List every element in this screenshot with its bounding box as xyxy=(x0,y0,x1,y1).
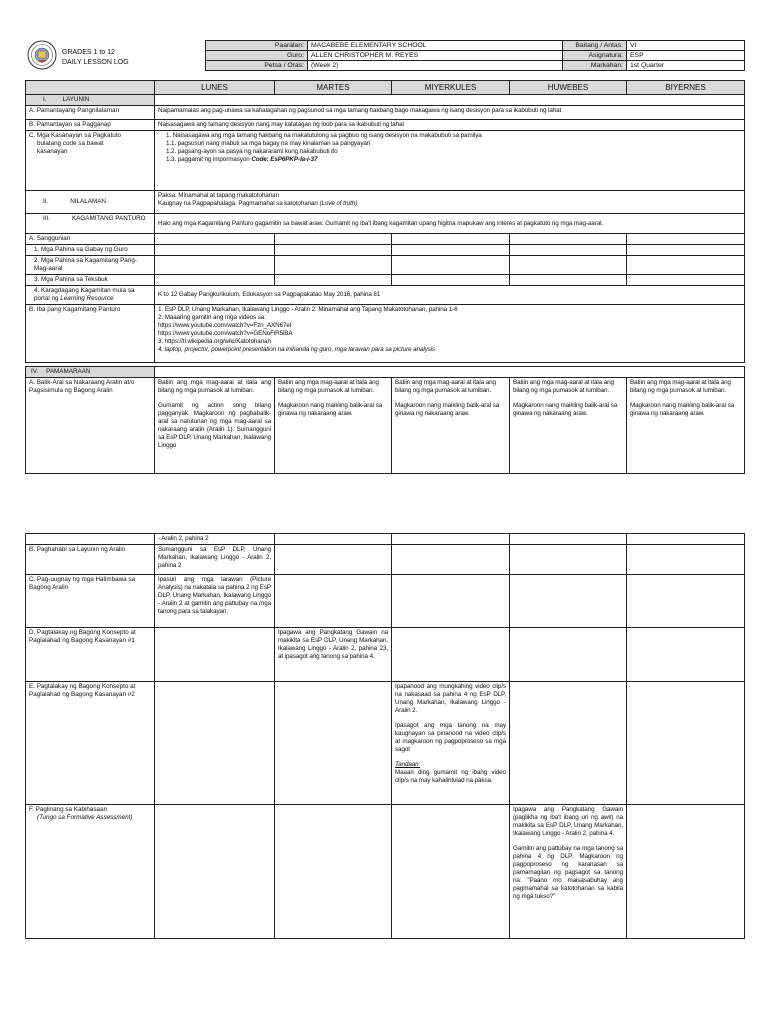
header-info-table xyxy=(205,40,745,71)
grade-label: Baitang / Antas: xyxy=(563,41,627,51)
text-learning-resource: K to 12 Gabay Pangkurikulum, Edukasyon sa Pagpapakatao May 2016, pahina 81 xyxy=(155,286,745,305)
cell-lunes-pag-uugnay: Ipasuri ang mga larawan (Picture Analysis) na nakatala sa pahina 2 ng EsP DLP, Unang Markahan, Ikalawang Linggo - Aralin 2 at gamitin ang pattubay na mga tanong para sa talakayan. xyxy=(155,575,275,628)
teacher-value: ALLEN CHRISTOPHER M. REYES xyxy=(308,51,563,61)
text-pamantayan-pagganap: Naisasagawa ang tamang desisyon nang may katatagan ng loob para sa ikabubuti ng lahat xyxy=(155,120,745,131)
subject-value: ESP xyxy=(627,51,745,61)
label-paghahabi: B. Paghahabi sa Layunin ng Aralin xyxy=(26,545,155,575)
cell-lunes-cont: - Aralin 2, pahina 2 xyxy=(155,534,275,545)
wiki-link[interactable]: 3. https://tl.wikipedia.org/wiki/Katotohanan xyxy=(158,338,271,345)
video-link-2[interactable]: https://www.youtube.com/watch?v=GENoFiR5iBA xyxy=(158,330,293,337)
day-biyernes: BIYERNES xyxy=(627,81,745,95)
day-huwebes: HUWEBES xyxy=(510,81,627,95)
cell-miyerkules-konsepto-2: Ipapanood ang mungkahing video clip/s na nakasaad sa pahina 4 ng EsP DLP, Unang Markahan, Ikalawang Linggo - Aralin 2. Ipasagot ang mga tanong na may kaugnayan sa pinanood na video clip/s at magkaroon ng pagpoproseso sa mga sagot Tandaan: Maaari ding gumamit ng ibang video clip/s na may kahalintulad na paksa. xyxy=(392,682,510,805)
text-kagamitan: Halo ang mga Kagamitang Panturo gagamitin sa bawat araw. Gumamit ng iba't ibang kagamitan upang higitna mapukaw ang interes at pagkatuto ng mga mag-aaral. xyxy=(155,214,745,234)
deped-seal-icon xyxy=(27,40,57,70)
label-kagamitang-mag-aaral: 2. Mga Pahina sa Kagamitang Pang-Mag-aaral xyxy=(26,256,155,275)
label-gabay-guro: 1. Mga Pahina sa Gabay ng Guro xyxy=(26,245,155,256)
text-kasanayan: 1. Naisasagawa ang mga tamang hakbang na makatutulong sa pagbuo ng isang desisyon na makabubuti sa pamilya 1.1. pagsusuri nang mabuti sa mga bagay na may kinalaman sa pangyayari 1.2. pagsang-ayon sa pasya ng nakararami kung nakabubuti ito 1.3. paggamit ng impormasyon Code: EsP6PKP-Ia-i-37 xyxy=(155,131,745,191)
section-pamamaraan: IV. PAMAMARAAN xyxy=(26,367,155,378)
section-nilalaman: II. NILALAMAN xyxy=(26,191,155,214)
title-grades: GRADES 1 to 12 xyxy=(62,49,115,56)
date-value: (Week 2) xyxy=(308,61,563,71)
section-layunin: I. LAYUNIN xyxy=(26,95,155,106)
day-martes: MARTES xyxy=(275,81,392,95)
cell-huwebes-kabihasaan: Ipagawa ang Pangkatang Gawain (paglikha ng iba't ibang uri ng awit) na makikita sa EsP DLP, Unang Markahan, Ikalawang Linggo - Aralin 2, pahina 4. Gamitin ang pattubay na mga tanong sa pahina 4 ng DLP. Magkaroon ng pagpoproseso ng karanasan sa pamamagitan ng pagsagot sa tanong na: "Paano mo maisasabuhay ang pagmamahal sa katotohanan sa kabila ng mga tukso?" xyxy=(510,805,627,939)
cell-martes-balik-aral: Batiin ang mga mag-aaral at itala ang bilang ng mga pumasok at lumiban. Magkaroon nang maikling balik-aral sa ginawa ng nakaraang araw. xyxy=(275,378,392,474)
competency-code: Code: EsP6PKP-Ia-i-37 xyxy=(251,156,318,163)
label-iba-pang-kagamitan: B. Iba pang Kagamitang Panturo xyxy=(26,305,155,363)
cell-huwebes-balik-aral: Batiin ang mga mag-aaral at itala ang bilang ng mga pumasok at lumiban. Magkaroon nang maikling balik-aral sa ginawa ng nakaraang araw. xyxy=(510,378,627,474)
label-teksbuk: 3. Mga Pahina sa Teksbuk xyxy=(26,275,155,286)
label-kabihasaan: F. Paglinang sa Kabihasaan (Tungo sa Formative Assessment) xyxy=(26,805,155,939)
cell-miyerkules-balik-aral: Batiin ang mga mag-aaral at itala ang bilang ng mga pumasok at lumiban. Magkaroon nang maikling balik-aral sa ginawa ng nakaraang araw. xyxy=(392,378,510,474)
text-nilalaman: Paksa: Minamahal at tapang makatotohanan Kaugnay na Pagpapahalaga: Pagmamahal sa katotohanan (Love of truth) xyxy=(155,191,745,214)
label-pag-uugnay: C. Pag-uugnay ng mga Halimbawa sa Bagong Aralin xyxy=(26,575,155,628)
grade-value: VI xyxy=(627,41,745,51)
label-sanggunian: A. Sanggunian xyxy=(26,234,155,245)
day-lunes: LUNES xyxy=(155,81,275,95)
text-pamantayang-pangnilalaman: Naipamamalas ang pag-unawa sa kahalagahan ng pagsunod sa mga tamang hakbang bago makagawa ng isang desisyon para sa ikabubuti ng lahat xyxy=(155,106,745,120)
cell-biyernes-balik-aral: Batiin ang mga mag-aaral at itala ang bilang ng mga pumasok at lumiban. Magkaroon nang maikling balik-aral sa ginawa ng nakaraang araw. xyxy=(627,378,745,474)
section-kagamitan: III. KAGAMITANG PANTURO xyxy=(26,214,155,234)
date-label: Petsa / Oras: xyxy=(206,61,308,71)
pamamaraan-table xyxy=(25,366,745,474)
label-learning-resource: 4. Karagdagang Kagamitan mula sa portal ng Learning Resource xyxy=(26,286,155,305)
school-value: MACABEBE ELEMENTARY SCHOOL xyxy=(308,41,563,51)
title-dll: DAILY LESSON LOG xyxy=(62,59,129,66)
day-miyerkules: MIYERKULES xyxy=(392,81,510,95)
label-pamantayang-pangnilalaman: A. Pamantayang Pangnilalaman xyxy=(26,106,155,120)
quarter-value: 1st Quarter xyxy=(627,61,745,71)
cell-lunes-balik-aral: Batiin ang mga mag-aaral at itala ang bilang ng mga pumasok at lumiban. Gumamit ng action song bilang pagganyak. Magkaroon ng pagbabalik-aral sa natutunan ng mga mag-aaral sa nakaraang aralin (Aralin 1). Sumangguni sa EsP DLP, Unang Markahan, Ikalawang Linggo xyxy=(155,378,275,474)
lesson-table-page2 xyxy=(25,533,745,939)
label-pamantayan-pagganap: B. Pamantayan sa Pagganap xyxy=(26,120,155,131)
cell-martes-konsepto-1: Ipagawa ang Pangkatang Gawain na makikita sa EsP DLP, Unang Markahan, Ikalawang Linggo - Aralin 2, pahina 23, at ipasagot ang tanong sa pahina 4. xyxy=(275,628,392,682)
label-kasanayan: C. Mga Kasanayan sa Pagkatuto bulatang code sa bawat kasanayan xyxy=(26,131,155,191)
label-balik-aral: A. Balik-Aral sa Nakaraang Aralin at/o Pagsisimula ng Bagong Aralin xyxy=(26,378,155,474)
lesson-table-page1 xyxy=(25,80,745,363)
quarter-label: Markahan: xyxy=(563,61,627,71)
cell-lunes-paghahabi: Sumangguni sa EsP DLP, Unang Markahan, Ikalawang Linggo - Aralin 2, pahina 2 xyxy=(155,545,275,575)
label-konsepto-1: D. Pagtalakay ng Bagong Konsepto at Paglalahad ng Bagong Kasanayan #1 xyxy=(26,628,155,682)
teacher-label: Guro: xyxy=(206,51,308,61)
text-iba-pang-kagamitan: 1. EsP DLP, Unang Markahan, Ikalawang Linggo - Aralin 2: Minamahal ang Tapang Makatotohanan, pahina 1-6 2. Maaaring gamitin ang mga videos sa: https://www.youtube.com/watch?v=Fzn_AXN67eI https://www.youtube.com/watch?v=GENoFiR5iBA 3. https://tl.wikipedia.org/wiki/Katotohanan 4. laptop, projector, powerpoint presentation na inihanda ng guro, mga larawan para sa picture analysis xyxy=(155,305,745,363)
subject-label: Asignatura: xyxy=(563,51,627,61)
label-konsepto-2: E. Pagtalakay ng Bagong Konsepto at Paglalahad ng Bagong Kasanayan #2 xyxy=(26,682,155,805)
video-link-1[interactable]: https://www.youtube.com/watch?v=Fzn_AXN67eI xyxy=(158,322,292,329)
school-label: Paaralan: xyxy=(206,41,308,51)
